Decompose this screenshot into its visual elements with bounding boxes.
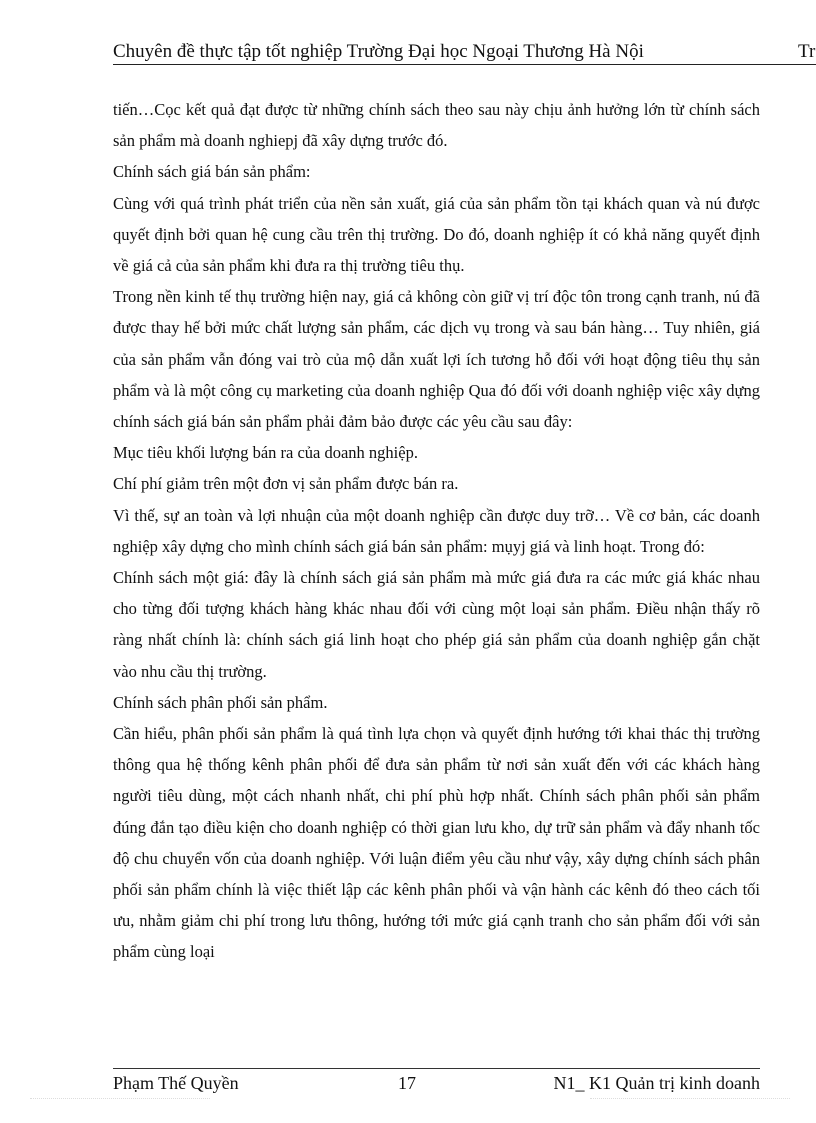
paragraph: Vì thế, sự an toàn và lợi nhuận của một doanh nghiệp cần được duy trỡ… Về cơ bản, các doanh nghiệp xây dựng cho mình chính sách giá bán sản phẩm: mụyj giá và linh hoạt. Trong đó:	[113, 505, 760, 556]
page-header	[113, 40, 816, 66]
paragraph: Chính sách một giá: đây là chính sách giá sản phẩm mà mức giá đưa ra các mức giá khác nhau cho từng đối tượng khách hàng khác nhau đối với cùng một loại sản phẩm. Điều nhận thấy rõ ràng nhất chính là: chính sách giá linh hoạt cho phép giá sản phẩm của doanh nghiệp gắn chặt vào nhu cầu thị trường.	[113, 568, 760, 681]
paragraph: Chính sách giá bán sản phẩm:	[113, 162, 311, 182]
header-cut-text: Tr	[798, 41, 816, 62]
paragraph: Chí phí giảm trên một đơn vị sản phẩm được bán ra.	[113, 474, 459, 494]
body-text	[113, 94, 760, 968]
footer-author: Phạm Thế Quyền	[113, 1073, 239, 1093]
page-footer	[113, 1071, 760, 1097]
footer-department: N1_ K1 Quản trị kinh doanh	[553, 1073, 760, 1093]
footer-page-number: 17	[398, 1073, 416, 1093]
bottom-dotted-line	[30, 1098, 210, 1099]
paragraph: Cùng với quá trình phát triển của nền sản xuất, giá của sản phẩm tồn tại khách quan và nú được quyết định bởi quan hệ cung cầu trên thị trường. Do đó, doanh nghiệp ít có khả năng quyết định về giá cả của sản phẩm khi đưa ra thị trường tiêu thụ.	[113, 193, 760, 276]
paragraph: Mục tiêu khối lượng bán ra của doanh nghiệp.	[113, 443, 418, 463]
paragraph: tiến…Cọc kết quả đạt được từ những chính sách theo sau này chịu ảnh hưởng lớn từ chính sách sản phẩm mà doanh nghiepj đã xây dựng trước đó.	[113, 100, 760, 151]
footer-rule	[113, 1068, 760, 1069]
header-title: Chuyên đề thực tập tốt nghiệp Trường Đại học Ngoại Thương Hà Nội	[113, 41, 644, 62]
paragraph: Chính sách phân phối sản phẩm.	[113, 692, 328, 712]
header-rule	[113, 64, 816, 65]
bottom-dotted-line	[590, 1098, 790, 1099]
paragraph: Trong nền kinh tế thụ trường hiện nay, giá cả không còn giữ vị trí độc tôn trong cạnh tranh, nú đã được thay hế bởi mức chất lượng sản phẩm, các dịch vụ trong và sau bán hàng… Tuy nhiên, giá của sản phẩm vẫn đóng vai trò của mộ dẫn xuất lợi ích tương hỗ đối với hoạt động tiêu thụ sản phẩm và là một công cụ marketing của doanh nghiệp Qua đó đối với doanh nghiệp việc xây dựng chính sách giá bán sản phẩm phải đảm bảo được các yêu cầu sau đây:	[113, 287, 760, 432]
paragraph: Cần hiểu, phân phối sản phẩm là quá tình lựa chọn và quyết định hướng tới khai thác thị trường thông qua hệ thống kênh phân phối để đưa sản phẩm từ nơi sản xuất đến với các khách hàng người tiêu dùng, một cách nhanh nhất, chi phí phù hợp nhất. Chính sách phân phối sản phẩm đúng đắn tạo điều kiện cho doanh nghiệp có thời gian lưu kho, dự trữ sản phẩm và đẩy nhanh tốc độ chu chuyển vốn của doanh nghiệp. Với luận điểm yêu cầu như vậy, xây dựng chính sách phân phối sản phẩm chính là việc thiết lập các kênh phân phối và vận hành các kênh đó theo cách tối ưu, nhằm giảm chi phí trong lưu thông, hướng tới mức giá cạnh tranh cho sản phẩm đối với sản phẩm cùng loại	[113, 724, 760, 962]
